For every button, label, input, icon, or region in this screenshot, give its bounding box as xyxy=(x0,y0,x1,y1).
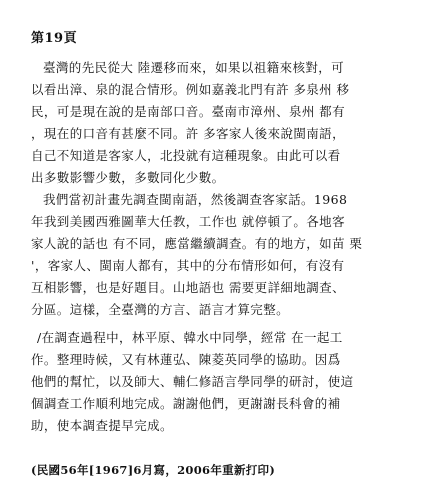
text-line-4: ，現在的口音有甚麼不同。許 多客家人後來說閩南語， xyxy=(31,126,345,141)
text-line-13: /在調查過程中，林平原、韓水中同學，經常 在一起工 xyxy=(37,330,343,345)
text-line-7: 我們當初計畫先調查閩南語，然後調查客家話。1968 xyxy=(43,192,348,207)
text-line-15: 他們的幫忙，以及師大、輔仁修語言學同學的研討，使這 xyxy=(31,374,354,389)
text-line-8: 年我到美國西雅圖華大任教，工作也 就停頓了。各地客 xyxy=(31,214,345,229)
text-line-17: 助，使本調查提早完成。 xyxy=(31,418,173,433)
text-line-11: 互相影響，也是好題目。山地語也 需要更詳細地調查、 xyxy=(31,280,345,295)
date-footnote: (民國56年[1967]6月寫，2006年重新打印) xyxy=(31,463,276,477)
text-line-12: 分區。這樣，全臺灣的方言、語言才算完整。 xyxy=(31,302,290,317)
page-number-heading: 第19頁 xyxy=(31,31,78,46)
text-line-3: 民，可是現在說的是南部口音。臺南市漳州、泉州 都有 xyxy=(31,104,345,119)
text-line-6: 出多數影響少數，多數同化少數。 xyxy=(31,170,225,185)
text-line-1: 臺灣的先民從大 陸遷移而來，如果以祖籍來核對，可 xyxy=(43,60,345,75)
text-line-2: 以看出漳、泉的混合情形。例如嘉義北門有許 多泉州 移 xyxy=(31,82,350,97)
text-line-5: 自己不知道是客家人，北投就有這種現象。由此可以看 xyxy=(31,148,341,163)
text-line-16: 個調查工作順利地完成。謝謝他們，更謝謝長科會的補 xyxy=(31,396,341,411)
text-line-14: 作。整理時候，又有林蓮弘、陳菱英同學的協助。因爲 xyxy=(31,352,341,367)
text-line-10: '，客家人、閩南人都有，其中的分布情形如何，有沒有 xyxy=(31,258,345,273)
text-line-9: 家人說的話也 有不同，應當繼續調查。有的地方，如苗 栗 xyxy=(31,236,363,251)
